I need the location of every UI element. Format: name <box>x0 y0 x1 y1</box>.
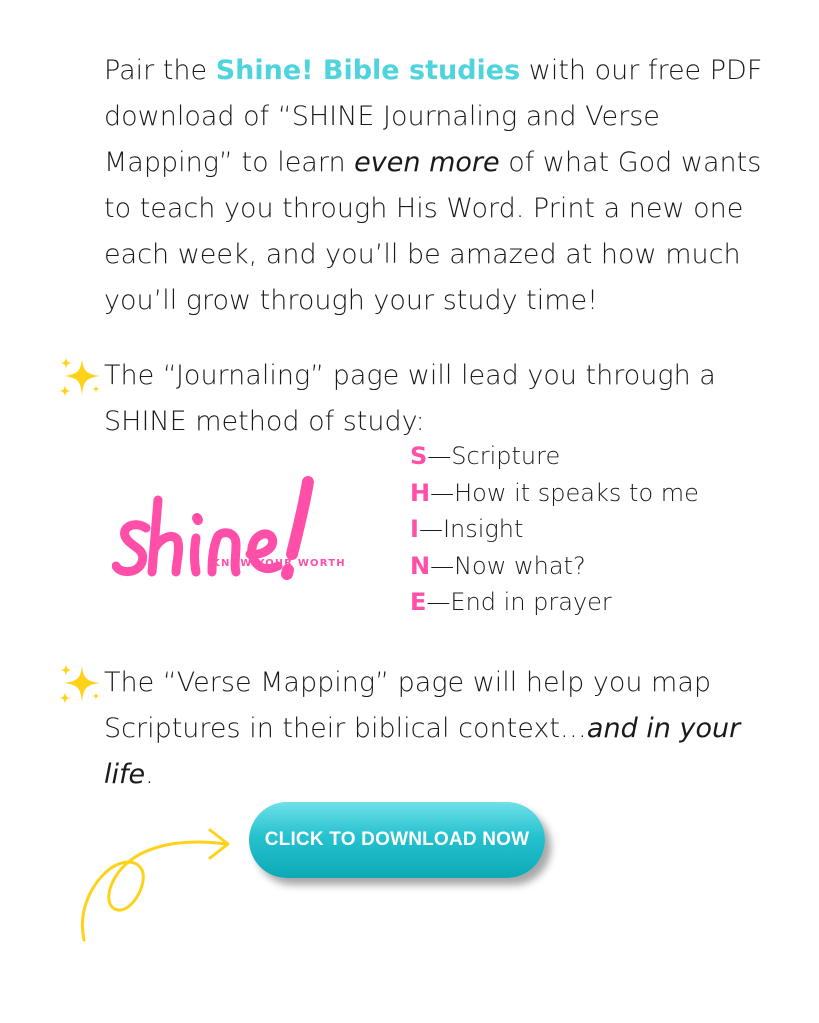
download-button[interactable] <box>249 802 545 878</box>
intro-paragraph <box>104 48 794 324</box>
acronym-text: —How it speaks to me <box>430 478 699 507</box>
verse-mapping-emphasis: and in your life <box>104 713 741 790</box>
logo-tagline: KNOW YOUR WORTH <box>212 558 346 569</box>
acronym-letter: H <box>410 478 431 507</box>
acronym-item-h <box>410 475 699 512</box>
acronym-text: —Now what? <box>430 551 586 580</box>
acronym-text: —Insight <box>418 515 524 543</box>
curly-arrow-icon <box>70 800 250 950</box>
intro-text-1: Pair the <box>104 55 216 86</box>
verse-mapping-text-1: The “Verse Mapping” page will help you map Scriptures in their biblical context… <box>104 667 712 744</box>
shine-logo <box>112 470 352 588</box>
verse-mapping-bullet <box>104 660 794 798</box>
intro-emphasis: even more <box>354 147 500 178</box>
shine-wordmark-icon <box>112 470 352 588</box>
acronym-text: —Scripture <box>427 442 561 470</box>
acronym-letter: E <box>410 588 427 616</box>
journaling-bullet: The “Journaling” page will lead you through a SHINE method of study: <box>104 360 716 437</box>
intro-text-2: with our free PDF download of “SHINE Journaling and Verse Mapping” to learn <box>104 55 763 178</box>
acronym-item-n <box>410 548 699 585</box>
download-button-label: CLICK TO DOWNLOAD NOW <box>264 829 530 850</box>
acronym-letter: S <box>410 442 428 470</box>
shine-acronym-list <box>410 438 699 621</box>
acronym-text: —End in prayer <box>426 588 612 616</box>
sparkle-icon <box>54 660 106 712</box>
verse-mapping-text-2: . <box>145 759 154 790</box>
acronym-item-i <box>410 511 699 548</box>
acronym-letter: I <box>410 515 419 543</box>
sparkle-icon <box>54 353 106 405</box>
acronym-item-s <box>410 438 699 475</box>
acronym-letter: N <box>410 551 431 580</box>
intro-text-3: of what God wants to teach you through His Word. Print a new one each week, and you’ll be amazed at how much you’ll grow through your study time! <box>104 147 762 316</box>
shine-bible-studies-link[interactable]: Shine! Bible studies <box>215 55 521 86</box>
acronym-item-e <box>410 584 699 621</box>
